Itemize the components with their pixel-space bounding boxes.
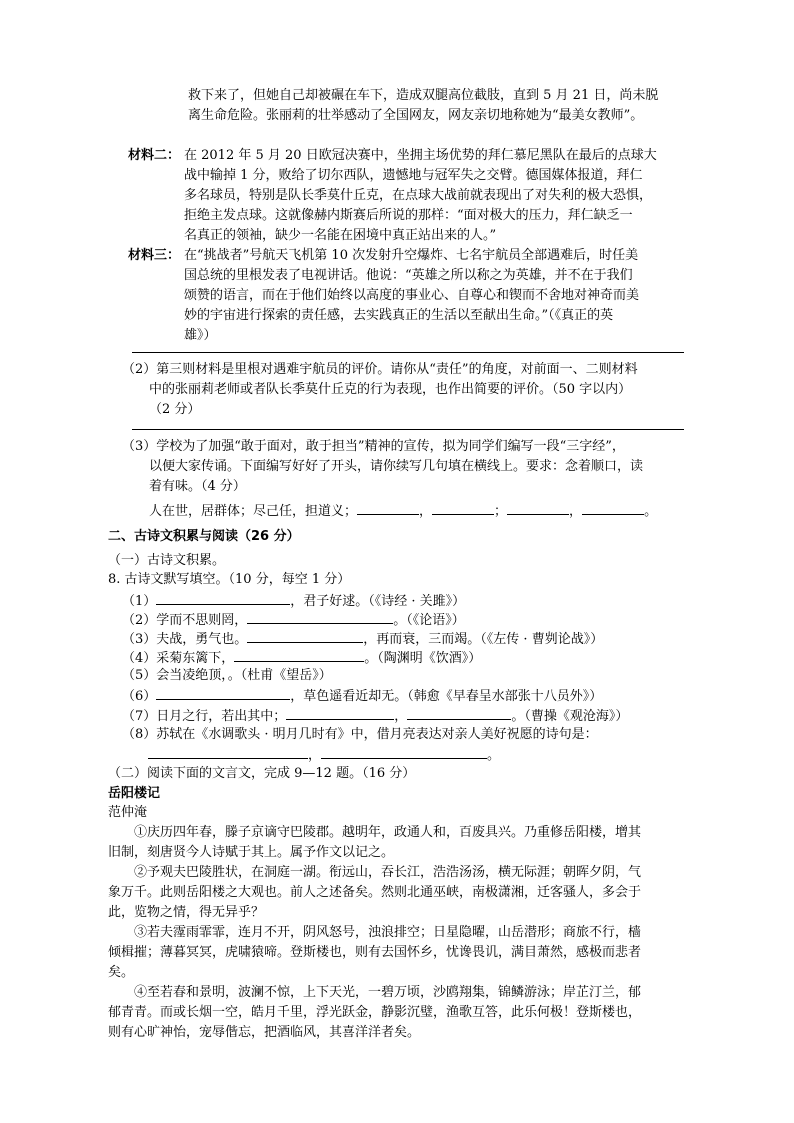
fill-item: [122, 725, 598, 745]
punct: ，: [394, 709, 408, 724]
fill-blank[interactable]: [507, 500, 569, 515]
paragraph-line: 郁青青。而或长烟一空，皓月千里，浮光跃金，静影沉璧，渔歌互答，此乐何极！登斯楼也，: [108, 1005, 642, 1020]
punct: 。: [644, 504, 658, 519]
paragraph-line: 则有心旷神怡，宠辱偕忘，把酒临风，其喜洋洋者矣。: [108, 1025, 421, 1040]
material2-line: 在 2012 年 5 月 20 日欧冠决赛中，坐拥主场优势的拜仁慕尼黑队在最后的点球大: [184, 148, 657, 163]
material3-line: 妙的宇宙进行探索的责任感，去实践真正的生活以至献出生命。”（《真正的英: [184, 308, 614, 323]
punct: ，: [308, 748, 322, 763]
item-text: ，君子好逑。（《诗经 · 关雎》）: [290, 594, 466, 609]
paragraph-line: 旧制，刻唐贤今人诗赋于其上。属予作文以记之。: [108, 845, 395, 860]
q3-prompt: 人在世，居群体；尽己任，担道义；: [149, 504, 358, 519]
material3-line: 颂赞的语言，而在于他们始终以高度的事业心、自尊心和锲而不舍地对神奇而美: [184, 288, 640, 303]
answer-line[interactable]: [132, 352, 684, 353]
subsection-title: （二）阅读下面的文言文，完成 9—12 题。（16 分）: [108, 766, 416, 781]
item-text: 苏轼在《水调歌头 · 明月几时有》中，借月亮表达对亲人美好祝愿的诗句是：: [156, 727, 598, 742]
paragraph-line: ④至若春和景明，波澜不惊，上下天光，一碧万顷，沙鸥翔集，锦鳞游泳；岸芷汀兰，郁: [134, 985, 642, 1000]
fill-blank[interactable]: [234, 647, 364, 662]
fill-blank[interactable]: [247, 609, 393, 624]
item-number: （6）: [122, 689, 157, 704]
material2-line: 拒绝主发点球。这就像赫内斯赛后所说的那样：“面对极大的压力，拜仁缺乏一: [184, 208, 633, 223]
paragraph-line: ③若夫霪雨霏霏，连月不开，阴风怒号，浊浪排空；日星隐曜，山岳潜形；商旅不行，樯: [134, 925, 642, 940]
fill-blank[interactable]: [156, 685, 290, 700]
item-number: （5）: [122, 668, 157, 683]
fill-item: [122, 705, 628, 727]
item-text: ，草色遥看近却无。（韩愈《早春呈水部张十八员外》）: [290, 689, 603, 704]
fill-item: [122, 666, 332, 686]
fill-blank[interactable]: [286, 705, 394, 720]
material3-line: 雄》）: [184, 328, 217, 343]
paragraph-line: ②予观夫巴陵胜状，在洞庭一湖。衔远山，吞长江，浩浩汤汤，横无际涯；朝晖夕阴，气: [134, 865, 642, 880]
material3-line: 在“挑战者”号航天飞机第 10 次发射升空爆炸、七名宇航员全部遇难后，时任美: [184, 248, 639, 263]
q3-line: 着有味。（4 分）: [149, 479, 246, 494]
paragraph-line: 矣。: [108, 965, 135, 980]
punct: ，: [419, 504, 433, 519]
punct: 。: [487, 748, 501, 763]
item-text: ，再而衰，三而竭。（《左传 · 曹刿论战》）: [363, 632, 604, 647]
fill-item: [122, 685, 602, 707]
item-number: （4）: [122, 651, 157, 666]
item-text: 学而不思则罔，: [156, 613, 248, 628]
fill-blank[interactable]: [582, 500, 644, 515]
punct: ；: [494, 504, 508, 519]
item-number: （1）: [122, 594, 157, 609]
material3-line: 国总统的里根发表了电视讲话。他说：“英雄之所以称之为英雄，并不在于我们: [184, 268, 633, 283]
fill-item-continued: [148, 744, 500, 766]
fill-blank[interactable]: [156, 590, 290, 605]
paragraph-line: 此，览物之情，得无异乎？: [108, 905, 265, 920]
punct: ，: [569, 504, 583, 519]
material1-line: 离生命危险。张丽莉的壮举感动了全国网友，网友亲切地称她为“最美女教师”。: [188, 108, 644, 123]
fill-blank[interactable]: [407, 705, 511, 720]
article-author: 范仲淹: [108, 805, 148, 820]
paragraph-line: 象万千。此则岳阳楼之大观也。前人之述备矣。然则北通巫峡，南极潇湘，迁客骚人，多会于: [108, 885, 642, 900]
material1-line: 救下来了，但她自己却被碾在车下，造成双腿高位截肢，直到 5 月 21 日，尚未脱: [188, 88, 659, 103]
item-text: 日月之行，若出其中；: [156, 709, 287, 724]
material2-label: 材料二：: [128, 148, 181, 163]
fill-blank[interactable]: [432, 500, 494, 515]
q3-line: 以便大家传诵。下面编写好好了开头，请你续写几句填在横线上。要求：念着顺口，读: [149, 459, 644, 474]
item-text: 。（曹操《观沧海》）: [511, 709, 629, 724]
material3-label: 材料三：: [128, 248, 181, 263]
section-title: 二、古诗文积累与阅读（26 分）: [108, 529, 300, 544]
paragraph-line: 倾楫摧；薄暮冥冥，虎啸猿啼。登斯楼也，则有去国怀乡，忧谗畏讥，满目萧然，感极而悲者: [108, 945, 642, 960]
fill-blank[interactable]: [357, 500, 419, 515]
q3-line: （3）学校为了加强“敢于面对，敢于担当”精神的宣传，拟为同学们编写一段“三字经”，: [122, 439, 625, 454]
q2-line: 中的张丽莉老师或者队长季莫什丘克的行为表现，也作出简要的评价。（50 字以内）: [149, 382, 632, 397]
item-number: （8）: [122, 727, 157, 742]
subsection-title: （一）古诗文积累。: [108, 553, 226, 568]
paragraph-line: ①庆历四年春，滕子京谪守巴陵郡。越明年，政通人和，百废具兴。乃重修岳阳楼，增其: [134, 825, 642, 840]
answer-line[interactable]: [132, 429, 684, 430]
item-number: （7）: [122, 709, 157, 724]
item-text: 采菊东篱下，: [156, 651, 235, 666]
item-text: 夫战，勇气也。: [156, 632, 248, 647]
item-number: （2）: [122, 613, 157, 628]
material2-line: 多名球员，特别是队长季莫什丘克，在点球大战前就表现出了对失利的极大恐惧，: [184, 188, 653, 203]
q2-line: （2 分）: [149, 402, 201, 417]
fill-blank[interactable]: [321, 744, 487, 759]
fill-blank[interactable]: [148, 744, 308, 759]
fill-blank[interactable]: [247, 628, 363, 643]
article-title: 岳阳楼记: [108, 786, 161, 801]
material2-line: 名真正的领袖，缺少一名能在困境中真正站出来的人。”: [184, 228, 497, 243]
item-text: 会当凌绝顶，。（杜甫《望岳》）: [156, 668, 332, 683]
item-number: （3）: [122, 632, 157, 647]
material2-line: 战中输掉 1 分，败给了切尔西队，遗憾地与冠军失之交臂。德国媒体报道，拜仁: [184, 168, 643, 183]
q3-fill-line: [149, 500, 657, 522]
item-text: 。（陶渊明《饮酒》）: [364, 651, 482, 666]
q2-line: （2）第三则材料是里根对遇难宇航员的评价。请你从“责任”的角度，对前面一、二则材料: [122, 362, 638, 377]
question-8: 8. 古诗文默写填空。（10 分，每空 1 分）: [108, 572, 351, 587]
item-text: 。（《论语》）: [393, 613, 465, 628]
